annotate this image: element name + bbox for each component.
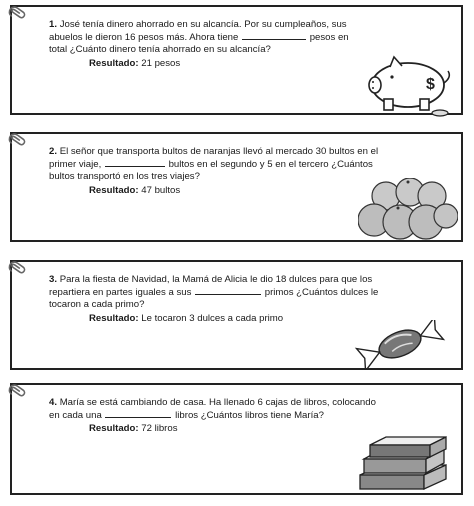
result-label: Resultado: bbox=[89, 312, 139, 324]
piggy-bank-icon bbox=[364, 55, 456, 117]
problem-number: 3. bbox=[49, 274, 58, 285]
result-label: Resultado: bbox=[89, 184, 139, 196]
problem-statement-start: María se está cambiando de casa. Ha llenado 6 cajas de libros, colocando en cada una bbox=[49, 397, 376, 422]
result-value: 72 libros bbox=[141, 423, 178, 435]
problem-statement-end: pesos en total ¿Cuánto dinero tenía ahorrado en su alcancía? bbox=[49, 32, 349, 56]
result-label: Resultado: bbox=[89, 423, 139, 435]
paperclip-icon bbox=[6, 1, 46, 23]
oranges-icon bbox=[358, 178, 458, 242]
answer-blank bbox=[105, 409, 171, 418]
problem-statement-start: El señor que transporta bultos de naranjas llevó al mercado 30 bultos en el primer viaje, bbox=[49, 146, 379, 171]
svg-text:$: $ bbox=[426, 76, 435, 93]
result-value: 47 bultos bbox=[141, 184, 181, 196]
problem-text bbox=[49, 397, 379, 436]
answer-blank bbox=[105, 158, 165, 167]
problem-card-4 bbox=[10, 383, 463, 495]
problem-statement-end: bultos en el segundo y 5 en el tercero ¿Cuántos bultos transportó en los tres viajes? bbox=[49, 159, 373, 183]
problem-card-1 bbox=[10, 5, 463, 115]
result-value: Le tocaron 3 dulces a cada primo bbox=[141, 312, 284, 324]
result-line bbox=[49, 58, 359, 70]
problem-number: 4. bbox=[49, 397, 58, 408]
problem-statement-start: José tenía dinero ahorrado en su alcancía. Por su cumpleaños, sus abuelos le dieron 16 pesos más. Ahora tiene bbox=[49, 19, 347, 44]
books-icon bbox=[354, 435, 454, 493]
problem-statement-start: Para la fiesta de Navidad, la Mamá de Alicia le dio 18 dulces para que los repartiera en partes iguales a sus bbox=[49, 274, 373, 299]
paperclip-icon bbox=[6, 379, 46, 401]
answer-blank bbox=[195, 286, 261, 295]
problem-card-2 bbox=[10, 132, 463, 242]
result-line bbox=[49, 313, 401, 325]
problem-statement-end: libros ¿Cuántos libros tiene María? bbox=[175, 410, 324, 422]
result-label: Resultado: bbox=[89, 57, 139, 69]
candy-icon bbox=[350, 320, 450, 368]
answer-blank bbox=[242, 31, 306, 40]
problem-text bbox=[49, 146, 389, 197]
paperclip-icon bbox=[6, 256, 46, 278]
problem-text bbox=[49, 19, 359, 70]
result-line bbox=[49, 185, 389, 197]
problem-number: 1. bbox=[49, 19, 58, 30]
problem-statement-end: primos ¿Cuántos dulces le tocaron a cada primo? bbox=[49, 287, 379, 311]
paperclip-icon bbox=[6, 128, 46, 150]
result-value: 21 pesos bbox=[141, 57, 181, 69]
problem-number: 2. bbox=[49, 146, 58, 157]
problem-text bbox=[49, 274, 401, 325]
problem-card-3 bbox=[10, 260, 463, 370]
result-line bbox=[49, 423, 379, 435]
